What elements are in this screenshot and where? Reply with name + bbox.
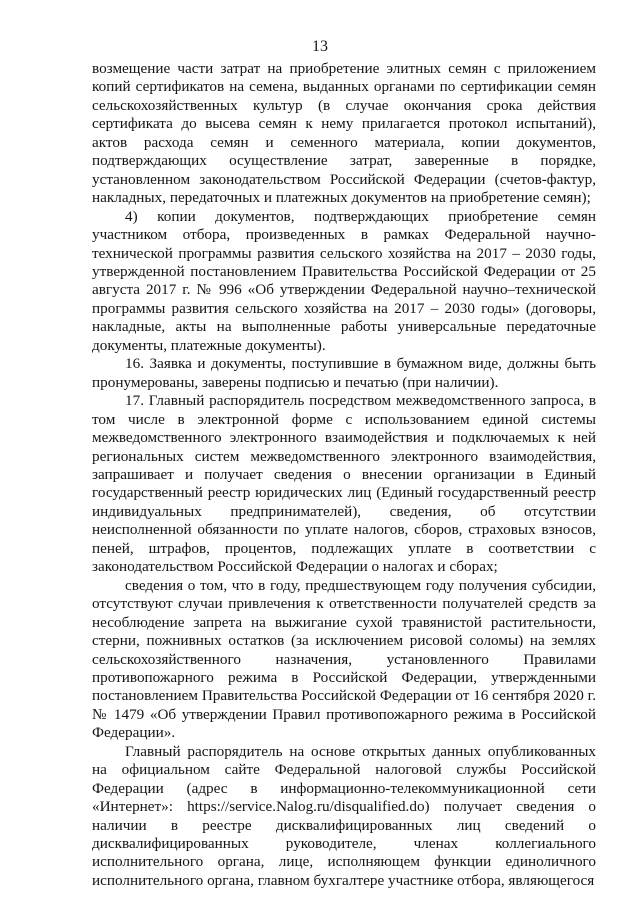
paragraph-item-17: 17. Главный распорядитель посредством межведомственного запроса, в том числе в электронной форме с использованием единой системы межведомственного электронного взаимодействия и подключаемых к ней региональных систем межведомственного электронного взаимодействия, запрашивает и получает сведения о внесении организации в Единый государственный реестр юридических лиц (Единый государственный реестр индивидуальных предпринимателей), сведения, об отсутствии неисполненной обязанности по уплате налогов, сборов, страховых взносов, пеней, штрафов, процентов, подлежащих уплате в соответствии с законодательством Российской Федерации о налогах и сборах;: [92, 392, 596, 576]
paragraph-item-4: 4) копии документов, подтверждающих приобретение семян участником отбора, произведенных в рамках Федеральной научно-технической программы развития сельского хозяйства на 2017 – 2030 годы, утвержденной постановлением Правительства Российской Федерации от 25 августа 2017 г. № 996 «Об утверждении Федеральной научно–технической программы развития сельского хозяйства на 2017 – 2030 годы» (договоры, накладные, акты на выполненные работы универсальные передаточные документы, платежные документы).: [92, 207, 596, 354]
paragraph-disqualified-registry: Главный распорядитель на основе открытых данных опубликованных на официальном сайте Федеральной налоговой службы Российской Федерации (адрес в информационно-телекоммуникационной сети «Интернет»: https://service.Nalog.ru/disqualified.do) получает сведения о наличии в реестре дисквалифицированных лиц сведений о дисквалифицированных руководителе, членах коллегиального исполнительного органа, лице, исполняющем функции единоличного исполнительного органа, главном бухгалтере участнике отбора, являющегося: [92, 742, 596, 889]
paragraph-seed-cost-documents: возмещение части затрат на приобретение элитных семян с приложением копий сертификатов на семена, выданных органами по сертификации семян сельскохозяйственных культур (в случае окончания срока действия сертификата до высева семян к нему прилагается протокол испытаний), актов расхода семян и семенного материала, копии документов, подтверждающих осуществление затрат, заверенные в порядке, установленном законодательством Российской Федерации (счетов-фактур, накладных, передаточных и платежных документов на приобретение семян);: [92, 60, 596, 207]
document-body: [92, 60, 596, 890]
paragraph-fire-safety: сведения о том, что в году, предшествующем году получения субсидии, отсутствуют случаи привлечения к ответственности получателей средств за несоблюдение запрета на выжигание сухой травянистой растительности, стерни, пожнивных остатков (за исключением рисовой соломы) на землях сельскохозяйственного назначения, установленного Правилами противопожарного режима в Российской Федерации, утвержденными постановлением Правительства Российской Федерации от 16 сентября 2020 г. № 1479 «Об утверждении Правил противопожарного режима в Российской Федерации».: [92, 576, 596, 742]
page-number: 13: [312, 38, 328, 55]
paragraph-item-16: 16. Заявка и документы, поступившие в бумажном виде, должны быть пронумерованы, заверены подписью и печатью (при наличии).: [92, 355, 596, 391]
